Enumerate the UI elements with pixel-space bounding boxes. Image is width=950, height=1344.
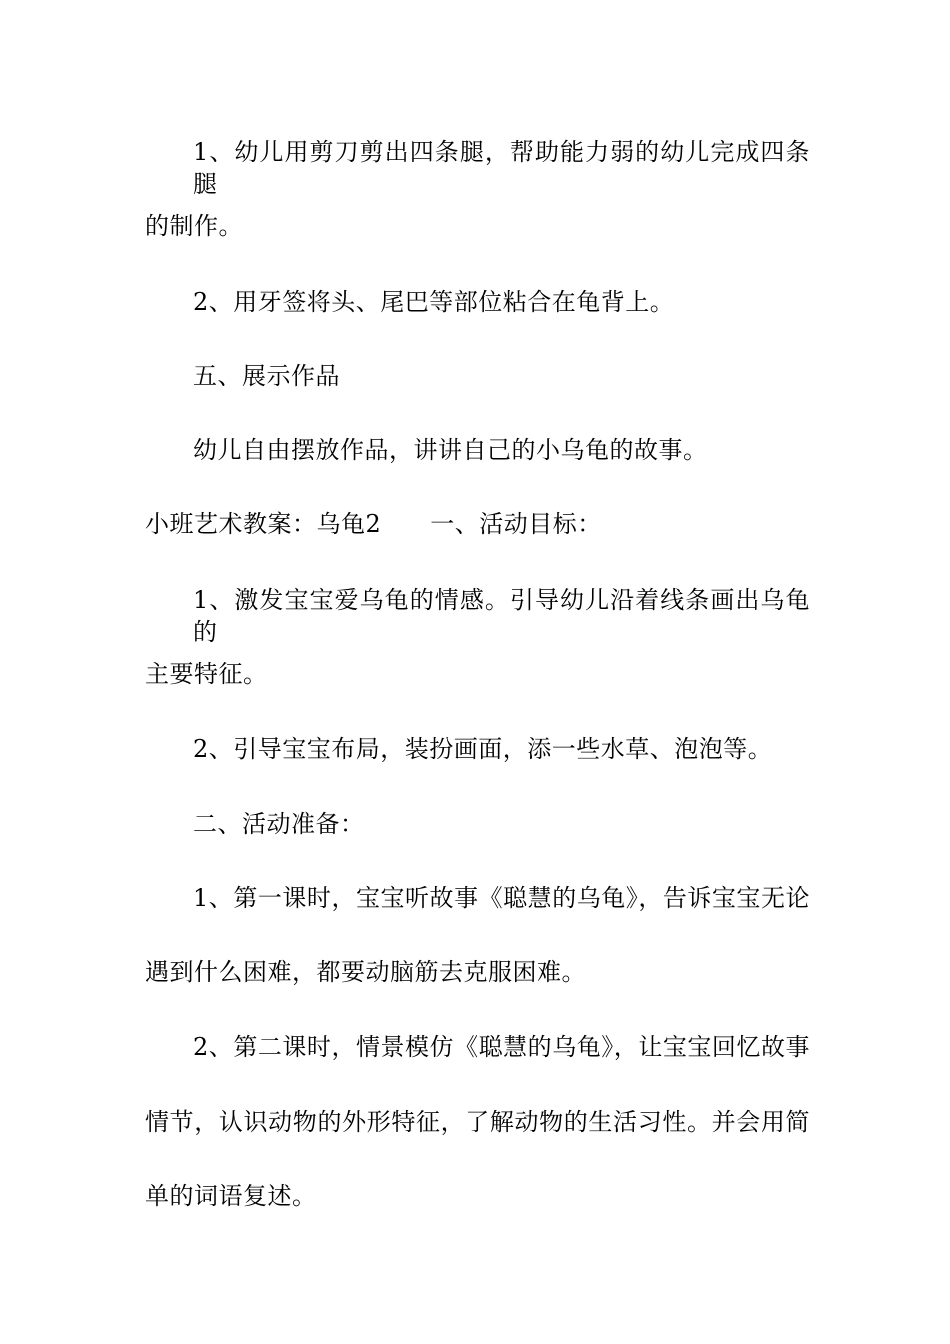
text-line: 遇到什么困难，都要动脑筋去克服困难。 <box>145 958 586 986</box>
text-line: 1、激发宝宝爱乌龟的情感。引导幼儿沿着线条画出乌龟的 <box>193 586 810 646</box>
text-line: 2、用牙签将头、尾巴等部位粘合在龟背上。 <box>193 288 675 316</box>
text-line: 2、引导宝宝布局，装扮画面，添一些水草、泡泡等。 <box>193 735 773 763</box>
text-line: 单的词语复述。 <box>145 1182 317 1210</box>
text-line: 主要特征。 <box>145 660 268 688</box>
text-line: 1、第一课时，宝宝听故事《聪慧的乌龟》，告诉宝宝无论 <box>193 884 810 912</box>
text-line: 幼儿自由摆放作品，讲讲自己的小乌龟的故事。 <box>193 436 708 464</box>
lesson-title: 小班艺术教案：乌龟2 一、活动目标： <box>145 510 602 538</box>
section-heading: 五、展示作品 <box>193 362 340 390</box>
section-heading: 二、活动准备： <box>193 810 365 838</box>
text-line: 情节，认识动物的外形特征，了解动物的生活习性。并会用简 <box>145 1108 810 1136</box>
text-line: 1、幼儿用剪刀剪出四条腿，帮助能力弱的幼儿完成四条腿 <box>193 138 810 198</box>
text-line: 2、第二课时，情景模仿《聪慧的乌龟》，让宝宝回忆故事 <box>193 1033 810 1061</box>
text-line: 的制作。 <box>145 212 243 240</box>
